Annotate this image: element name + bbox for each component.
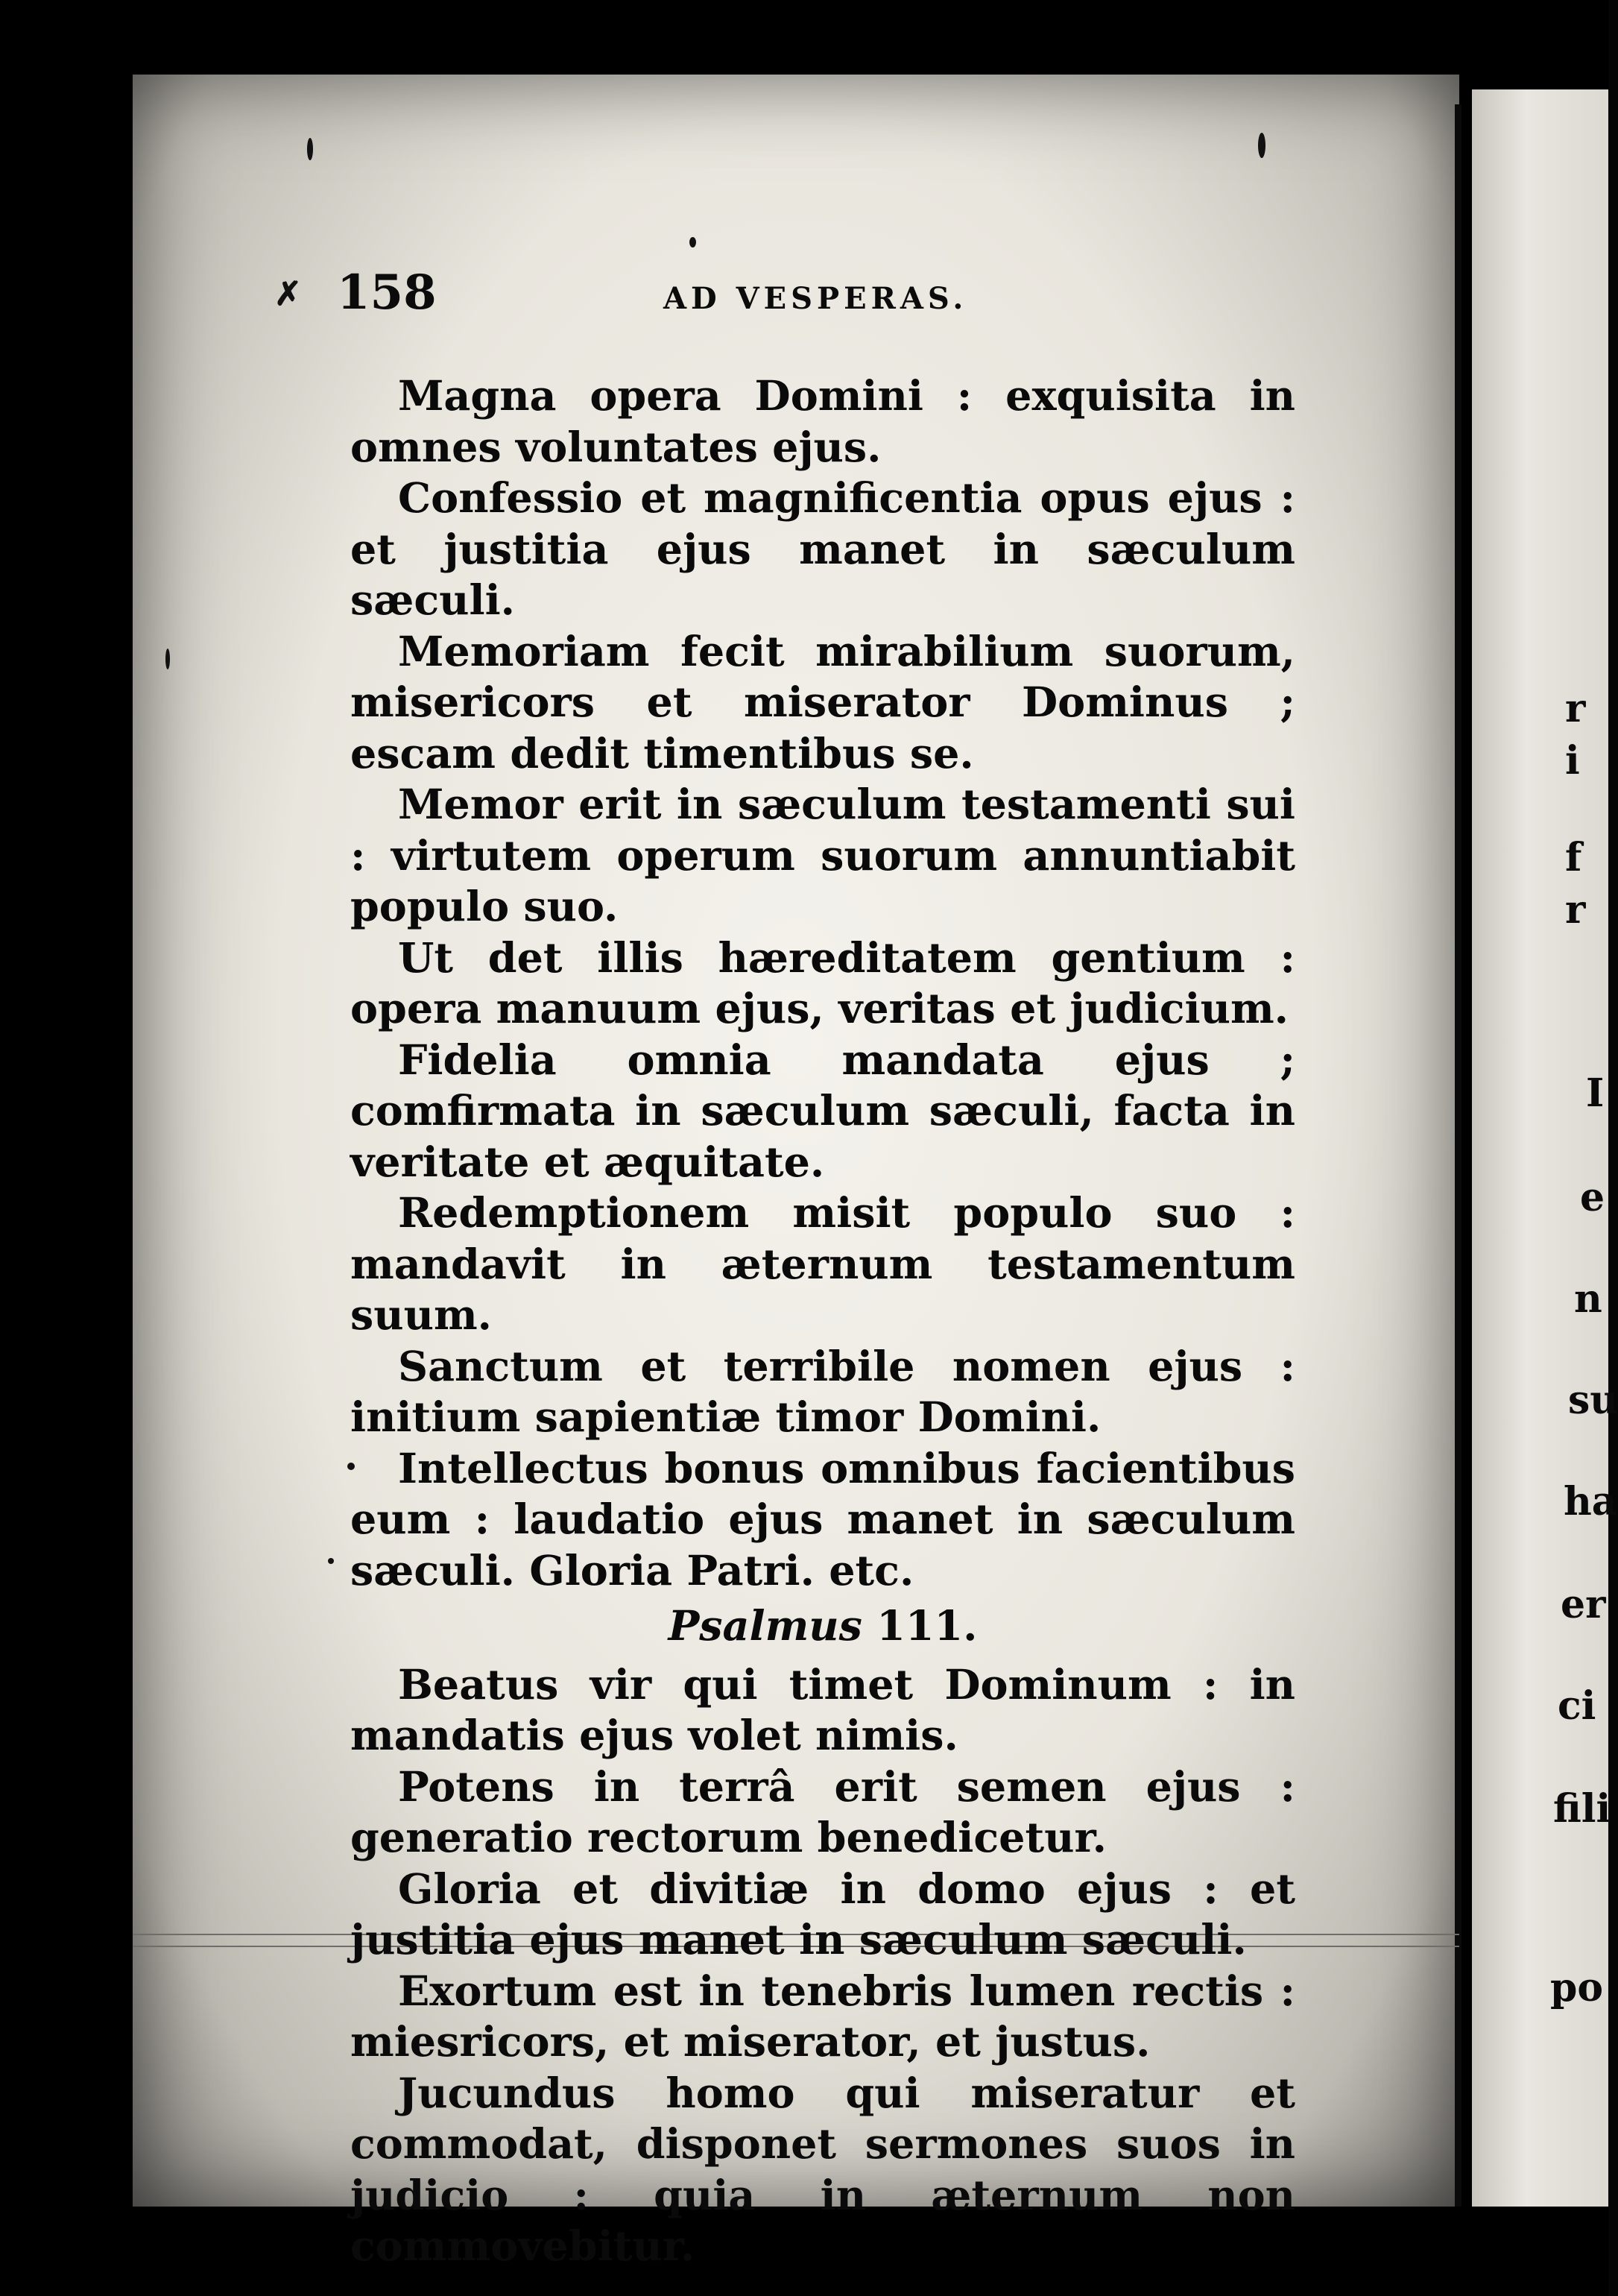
- running-head: AD VESPERAS.: [663, 281, 968, 316]
- facing-page-fragment: n: [1574, 1276, 1602, 1322]
- scan-speck: [307, 138, 313, 160]
- verse: Confessio et magnificentia opus ejus : et justitia ejus manet in sæculum sæculi.: [350, 474, 1295, 625]
- verse: Potens in terrâ erit semen ejus : generatio rectorum benedicetur.: [350, 1762, 1295, 1862]
- psalm-number: 111.: [876, 1602, 978, 1650]
- scan-speck: [689, 237, 696, 247]
- verse: Redemptionem misit populo suo : mandavit in æternum testamentum suum.: [350, 1189, 1295, 1340]
- scan-speck: [1258, 133, 1265, 158]
- facing-page-fragment: er: [1561, 1582, 1606, 1627]
- verse: Exortum est in tenebris lumen rectis : miesricors, et miserator, et justus.: [350, 1967, 1295, 2066]
- facing-page-fragment: e: [1580, 1175, 1605, 1220]
- verse: Jucundus homo qui miseratur et commodat, disponet sermones suos in judicio : quia in æternum non commovebitur.: [350, 2069, 1295, 2271]
- psalm-text: [350, 371, 1295, 2273]
- verse: Magna opera Domini : exquisita in omnes voluntates ejus.: [350, 372, 1295, 472]
- gutter-shadow: [1455, 104, 1461, 2207]
- verse: Beatus vir qui timet Dominum : in mandatis ejus volet nimis.: [350, 1660, 1295, 1760]
- verse: Intellectus bonus omnibus facientibus eum : laudatio ejus manet in sæculum sæculi. Gloria Patri. etc.: [350, 1444, 1295, 1595]
- verse: Memoriam fecit mirabilium suorum, misericors et miserator Dominus ; escam dedit timentibus se.: [350, 627, 1295, 778]
- verse: Fidelia omnia mandata ejus ; comfirmata in sæculum sæculi, facta in veritate et æquitate.: [350, 1035, 1295, 1187]
- facing-page-fragment: r: [1565, 686, 1586, 731]
- scan-speck: [347, 1463, 355, 1470]
- facing-page: [1472, 89, 1608, 2207]
- psalm-heading: [350, 1597, 1295, 1660]
- verse: Gloria et divitiæ in domo ejus : et justitia ejus manet in sæculum sæculi.: [350, 1864, 1295, 1964]
- facing-page-fragment: ha: [1564, 1479, 1617, 1524]
- facing-page-fragment: su: [1568, 1378, 1618, 1423]
- psalm-label: Psalmus: [668, 1602, 862, 1650]
- facing-page-fragment: fili: [1553, 1786, 1611, 1832]
- verse: Sanctum et terribile nomen ejus : initium sapientiæ timor Domini.: [350, 1342, 1295, 1442]
- margin-mark-icon: ✗: [274, 275, 302, 313]
- verse: Ut det illis hæreditatem gentium : opera manuum ejus, veritas et judicium.: [350, 933, 1295, 1033]
- facing-page-fragment: po: [1550, 1965, 1604, 2010]
- facing-page-fragment: f: [1565, 835, 1582, 880]
- page-header: [0, 265, 1608, 324]
- facing-page-fragment: ci: [1558, 1683, 1596, 1729]
- facing-page-fragment: r: [1565, 887, 1586, 933]
- facing-page-fragment: i: [1565, 738, 1580, 783]
- scan-speck: [328, 1558, 334, 1564]
- verse: Memor erit in sæculum testamenti sui : virtutem operum suorum annuntiabit populo suo.: [350, 780, 1295, 931]
- scan-speck: [165, 649, 170, 669]
- facing-page-fragment: I: [1586, 1070, 1605, 1116]
- page-number: 158: [337, 265, 437, 321]
